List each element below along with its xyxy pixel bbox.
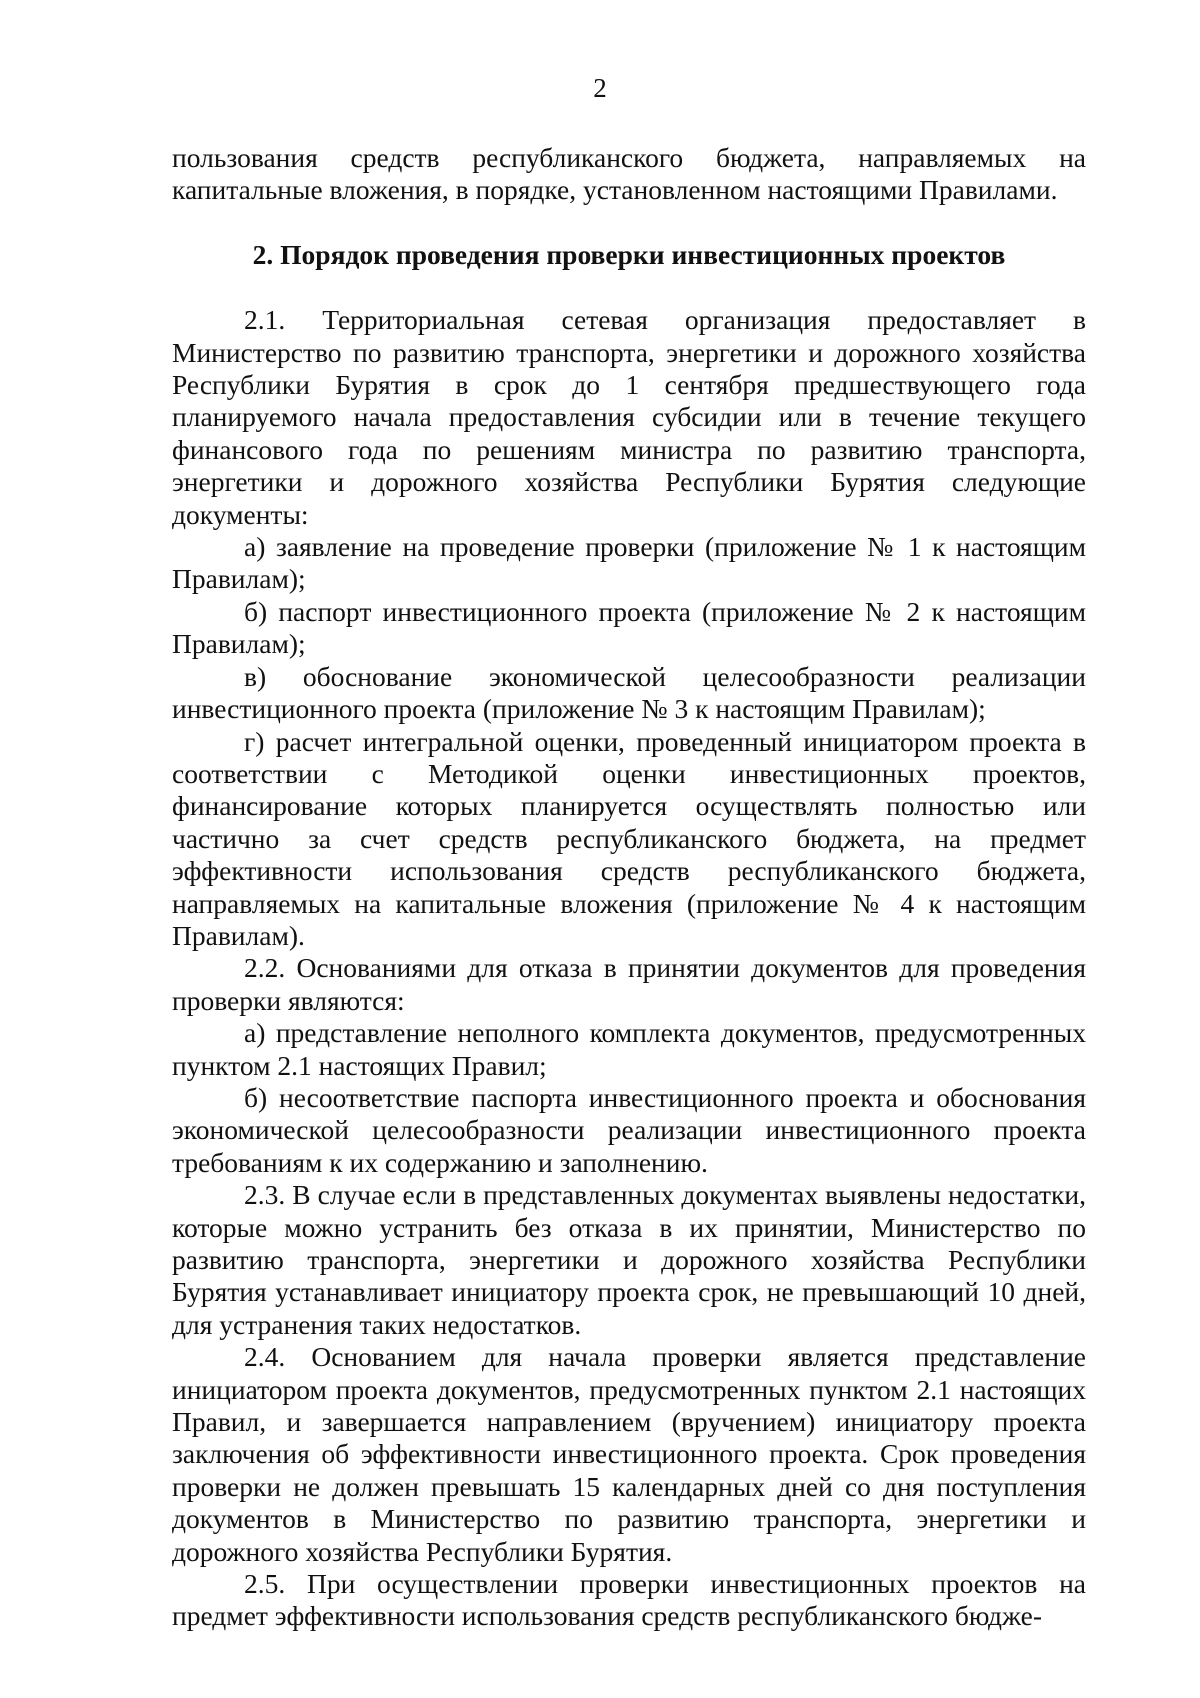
page-number: 2 <box>593 73 607 103</box>
list-item-g: г) расчет интегральной оценки, проведенный инициатором проекта в соответствии с Методикой оценки инвестиционных проектов, финансирование которых планируется осуществлять полностью или частично за счет средств республиканского бюджета, на предмет эффективности использования средств республиканского бюджета, направляемых на капитальные вложения (приложение № 4 к настоящим Правилам). <box>172 725 1086 951</box>
document-body <box>172 142 1086 1633</box>
paragraph-2-1: 2.1. Территориальная сетевая организация предоставляет в Министерство по развитию транспорта, энергетики и дорожного хозяйства Республики Бурятия в срок до 1 сентября предшествующего года планируемого начала предоставления субсидии или в течение текущего финансового года по решениям министра по развитию транспорта, энергетики и дорожного хозяйства Республики Бурятия следующие документы: <box>172 304 1086 530</box>
paragraph-2-2: 2.2. Основаниями для отказа в принятии документов для проведения проверки являются: <box>172 952 1086 1016</box>
section-heading: 2. Порядок проведения проверки инвестиционных проектов <box>252 238 1006 270</box>
list-item-v: в) обоснование экономической целесообразности реализации инвестиционного проекта (приложение № 3 к настоящим Правилам); <box>172 660 1086 725</box>
intro-paragraph: пользования средств республиканского бюджета, направляемых на капитальные вложения, в порядке, установленном настоящими Правилами. <box>172 142 1086 206</box>
list-item-a-2: а) представление неполного комплекта документов, предусмотренных пунктом 2.1 настоящих Правил; <box>172 1017 1086 1081</box>
list-item-b: б) паспорт инвестиционного проекта (приложение № 2 к настоящим Правилам); <box>172 595 1086 660</box>
paragraph-2-5: 2.5. При осуществлении проверки инвестиционных проектов на предмет эффективности использования средств республиканского бюдже- <box>172 1568 1086 1632</box>
list-item-b-2: б) несоответствие паспорта инвестиционного проекта и обоснования экономической целесообразности реализации инвестиционного проекта требованиям к их содержанию и заполнению. <box>172 1081 1086 1178</box>
paragraph-2-3: 2.3. В случае если в представленных документах выявлены недостатки, которые можно устранить без отказа в их принятии, Министерство по развитию транспорта, энергетики и дорожного хозяйства Республики Бурятия устанавливает инициатору проекта срок, не превышающий 10 дней, для устранения таких недостатков. <box>172 1179 1086 1340</box>
list-item-a: а) заявление на проведение проверки (приложение № 1 к настоящим Правилам); <box>172 531 1086 595</box>
paragraph-2-4: 2.4. Основанием для начала проверки является представление инициатором проекта документов, предусмотренных пунктом 2.1 настоящих Правил, и завершается направлением (вручением) инициатору проекта заключения об эффективности инвестиционного проекта. Срок проведения проверки не должен превышать 15 календарных дней со дня поступления документов в Министерство по развитию транспорта, энергетики и дорожного хозяйства Республики Бурятия. <box>172 1341 1086 1567</box>
